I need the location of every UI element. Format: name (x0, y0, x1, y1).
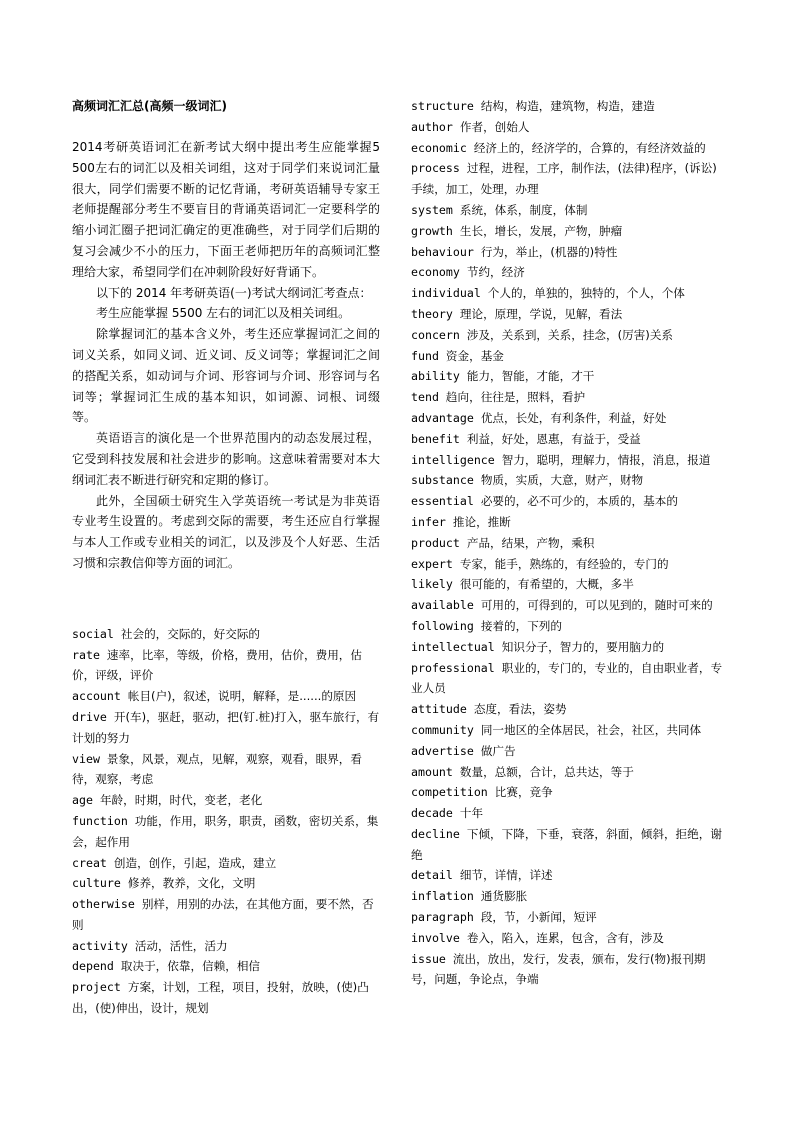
vocab-entry (411, 450, 723, 471)
vocab-entry (411, 616, 723, 637)
vocab-word: age (72, 793, 93, 808)
vocab-word: likely (411, 577, 453, 592)
vocab-definition: 创造，创作，引起，造成，建立 (113, 855, 277, 870)
vocab-definition: 方案，计划，工程，项目，投射，放映，(使)凸出，(使)伸出，设计，规划 (72, 980, 369, 1016)
vocab-word: growth (411, 223, 453, 238)
vocab-word: decline (411, 826, 460, 841)
vocab-word: activity (72, 938, 128, 953)
vocab-definition: 知识分子，智力的，要用脑力的 (501, 639, 665, 654)
vocab-word: inflation (411, 889, 474, 904)
vocab-definition: 细节，详情，详述 (459, 868, 553, 883)
vocab-list-right (411, 96, 723, 990)
vocab-entry (411, 387, 723, 408)
vocab-definition: 开(车)，驱赶，驱动，把(钉.桩)打入，驱车旅行，有计划的努力 (72, 709, 380, 745)
intro-paragraph: 英语语言的演化是一个世界范围内的动态发展过程，它受到科技发展和社会进步的影响。这意味着需要对本大纲词汇表不断进行研究和定期的修订。 (72, 431, 380, 487)
vocab-entry (411, 366, 723, 387)
vocab-entry (411, 949, 723, 991)
vocab-definition: 修养，教养，文化，文明 (127, 876, 256, 891)
vocab-definition: 下倾，下降，下垂，衰落，斜面，倾斜，拒绝，谢绝 (411, 826, 722, 862)
vocab-entry (411, 886, 723, 907)
vocab-word: process (411, 161, 460, 176)
vocab-definition: 趋向，往往是，照料，看护 (445, 390, 586, 405)
vocab-word: tend (411, 390, 439, 405)
vocab-entry (72, 894, 380, 936)
vocab-list-left (72, 624, 380, 1019)
vocab-definition: 利益，好处，恩惠，有益于，受益 (466, 431, 641, 446)
vocab-definition: 数量，总额，合计，总共达，等于 (459, 764, 634, 779)
vocab-definition: 接着的，下列的 (480, 618, 562, 633)
vocab-word: community (411, 722, 474, 737)
vocab-definition: 系统，体系，制度，体制 (459, 202, 588, 217)
vocab-definition: 作者，创始人 (459, 119, 530, 134)
intro-paragraph: 此外，全国硕士研究生入学英语统一考试是为非英语专业考生设置的。考虑到交际的需要，考生还应自行掌握与本人工作或专业相关的词汇，以及涉及个人好恶、生活习惯和宗教信仰等方面的词汇。 (72, 493, 380, 570)
vocab-entry (411, 96, 723, 117)
vocab-definition: 节约，经济 (466, 265, 525, 280)
vocab-definition: 通货膨胀 (480, 889, 528, 904)
vocab-definition: 物质，实质，大意，财产，财物 (480, 473, 644, 488)
vocab-definition: 结构，构造，建筑物，构造，建造 (480, 99, 655, 113)
vocab-entry (411, 491, 723, 512)
vocab-word: intelligence (411, 452, 495, 467)
vocab-entry (72, 936, 380, 957)
vocab-definition: 生长，增长，发展，产物，肿瘤 (459, 223, 623, 238)
vocab-entry (411, 554, 723, 575)
vocab-entry (411, 429, 723, 450)
vocab-entry (411, 346, 723, 367)
vocab-word: fund (411, 348, 439, 363)
vocab-entry (72, 956, 380, 977)
vocab-word: involve (411, 930, 460, 945)
vocab-word: depend (72, 959, 114, 974)
vocab-entry (411, 304, 723, 325)
vocab-word: decade (411, 806, 453, 821)
vocab-definition: 推论，推断 (452, 514, 511, 529)
vocab-entry (411, 658, 723, 700)
vocab-entry (411, 533, 723, 554)
vocab-word: rate (72, 647, 100, 662)
vocab-word: amount (411, 764, 453, 779)
vocab-word: paragraph (411, 910, 474, 925)
vocab-entry (72, 686, 380, 707)
vocab-word: substance (411, 473, 474, 488)
vocab-word: economy (411, 265, 460, 280)
vocab-word: essential (411, 494, 474, 509)
vocab-definition: 同一地区的全体居民，社会，社区，共同体 (480, 722, 702, 737)
vocab-definition: 速率，比率，等级，价格，费用，估价，费用，估价，评级，评价 (72, 647, 362, 683)
vocab-definition: 专家，能手，熟练的，有经验的，专门的 (459, 556, 669, 571)
vocab-entry (411, 262, 723, 283)
vocab-entry (411, 595, 723, 616)
vocab-word: following (411, 618, 474, 633)
vocab-word: infer (411, 514, 446, 529)
vocab-definition: 经济上的，经济学的，合算的，有经济效益的 (473, 140, 706, 155)
vocab-definition: 优点，长处，有利条件，利益，好处 (480, 410, 667, 425)
vocab-entry (411, 803, 723, 824)
vocab-word: social (72, 626, 114, 641)
vocab-entry (72, 790, 380, 811)
vocab-entry (411, 325, 723, 346)
vocab-word: issue (411, 951, 446, 966)
vocab-word: drive (72, 709, 107, 724)
vocab-word: advantage (411, 410, 474, 425)
vocab-entry (411, 138, 723, 159)
vocab-definition: 十年 (459, 806, 484, 821)
vocab-entry (411, 200, 723, 221)
vocab-word: individual (411, 286, 481, 301)
vocab-definition: 产品，结果，产物，乘积 (466, 535, 595, 550)
vocab-entry (411, 720, 723, 741)
vocab-word: advertise (411, 743, 474, 758)
vocab-word: system (411, 202, 453, 217)
vocab-word: project (72, 980, 121, 995)
vocab-definition: 理论，原理，学说，见解，看法 (459, 306, 623, 321)
vocab-word: competition (411, 785, 488, 800)
vocab-word: available (411, 598, 474, 613)
vocab-definition: 资金，基金 (445, 348, 504, 363)
vocab-entry (411, 782, 723, 803)
vocab-entry (411, 221, 723, 242)
intro-paragraph: 以下的 2014 年考研英语(一)考试大纲词汇考查点： (96, 285, 372, 300)
vocab-word: culture (72, 876, 121, 891)
vocab-definition: 景象，风景，观点，见解，观察，观看，眼界，看待，观察，考虑 (72, 751, 362, 787)
document-title: 高频词汇汇总(高频一级词汇) (72, 99, 227, 113)
vocab-entry (411, 242, 723, 263)
vocab-entry (72, 624, 380, 645)
intro-paragraph: 考生应能掌握 5500 左右的词汇以及相关词组。 (96, 306, 351, 321)
vocab-word: concern (411, 327, 460, 342)
vocab-word: function (72, 813, 128, 828)
vocab-entry (411, 824, 723, 866)
vocab-entry (411, 574, 723, 595)
vocab-definition: 帐目(户)，叙述，说明，解释，是......的原因 (127, 689, 357, 704)
vocab-word: behaviour (411, 244, 474, 259)
vocab-definition: 职业的，专门的，专业的，自由职业者，专业人员 (411, 660, 723, 696)
vocab-word: detail (411, 868, 453, 883)
vocab-word: benefit (411, 431, 460, 446)
vocab-definition: 很可能的，有希望的，大概，多半 (459, 577, 634, 592)
vocab-entry (411, 865, 723, 886)
vocab-word: account (72, 689, 121, 704)
vocab-entry (411, 928, 723, 949)
vocab-entry (411, 699, 723, 720)
vocab-entry (72, 749, 380, 791)
vocab-word: creat (72, 855, 107, 870)
vocab-definition: 取决于，依靠，信赖，相信 (120, 959, 261, 974)
vocab-entry (72, 811, 380, 853)
vocab-entry (411, 741, 723, 762)
vocab-definition: 段，节，小新闻，短评 (480, 910, 597, 925)
vocab-entry (72, 977, 380, 1019)
vocab-entry (411, 117, 723, 138)
vocab-word: professional (411, 660, 495, 675)
vocab-word: ability (411, 369, 460, 384)
vocab-word: structure (411, 99, 474, 113)
vocab-definition: 比赛，竞争 (494, 785, 553, 800)
intro-paragraph: 2014考研英语词汇在新考试大纲中提出考生应能掌握5 500左右的词汇以及相关词组，这对于同学们来说词汇量很大，同学们需要不断的记忆背诵，考研英语辅导专家王老师提醒部分考生不要盲目的背诵英语词汇一定要科学的缩小词汇圈子把词汇确定的更准确些，对于同学们后期的复习会减少不小的压力，下面王老师把历年的高频词汇整理给大家，希望同学们在冲刺阶段好好背诵下。 (72, 140, 380, 279)
vocab-word: theory (411, 306, 453, 321)
vocab-definition: 流出，放出，发行，发表，颁布，发行(物)报刊期号，问题，争论点，争端 (411, 951, 706, 987)
left-column (72, 96, 380, 1019)
vocab-entry (411, 907, 723, 928)
vocab-entry (411, 158, 723, 200)
vocab-definition: 活动，活性，活力 (134, 938, 228, 953)
vocab-definition: 智力，聪明，理解力，情报，消息，报道 (501, 452, 711, 467)
vocab-word: view (72, 751, 100, 766)
vocab-definition: 年龄，时期，时代，变老，老化 (99, 793, 263, 808)
vocab-word: intellectual (411, 639, 495, 654)
vocab-definition: 能力，智能，才能，才干 (466, 369, 595, 384)
vocab-definition: 可用的，可得到的，可以见到的，随时可来的 (480, 598, 713, 613)
vocab-definition: 社会的，交际的，好交际的 (120, 626, 261, 641)
vocab-word: expert (411, 556, 453, 571)
vocab-word: attitude (411, 702, 467, 717)
vocab-definition: 别样，用别的办法，在其他方面，要不然，否则 (72, 897, 374, 932)
vocab-definition: 功能，作用，职务，职责，函数，密切关系，集会，起作用 (72, 813, 379, 849)
vocab-definition: 卷入，陷入，连累，包含，含有，涉及 (466, 930, 664, 945)
vocab-entry (411, 637, 723, 658)
vocab-definition: 行为，举止，(机器的)特性 (480, 244, 618, 259)
vocab-word: otherwise (72, 897, 135, 912)
vocab-word: author (411, 119, 453, 134)
vocab-definition: 态度，看法，姿势 (473, 702, 567, 717)
vocab-word: economic (411, 140, 467, 155)
vocab-definition: 涉及，关系到，关系，挂念，(厉害)关系 (466, 327, 674, 342)
intro-paragraph: 除掌握词汇的基本含义外，考生还应掌握词汇之间的词义关系，如同义词、近义词、反义词等；掌握词汇之间的搭配关系，如动词与介词、形容词与介词、形容词与名词等；掌握词汇生成的基本知识，如词源、词根、词缀等。 (72, 327, 380, 425)
intro-section (72, 137, 380, 574)
vocab-entry (72, 707, 380, 749)
vocab-word: product (411, 535, 460, 550)
vocab-entry (411, 283, 723, 304)
vocab-entry (411, 762, 723, 783)
vocab-entry (72, 873, 380, 894)
vocab-entry (411, 408, 723, 429)
vocab-entry (72, 645, 380, 687)
vocab-definition: 个人的，单独的，独特的，个人，个体 (487, 286, 685, 301)
vocab-definition: 必要的，必不可少的，本质的，基本的 (480, 494, 678, 509)
vocab-definition: 做广告 (480, 743, 516, 758)
vocab-definition: 过程，进程，工序，制作法，(法律)程序，(诉讼)手续，加工，处理，办理 (411, 161, 717, 197)
vocab-entry (411, 470, 723, 491)
vocab-entry (411, 512, 723, 533)
vocab-entry (72, 853, 380, 874)
right-column (411, 96, 723, 990)
